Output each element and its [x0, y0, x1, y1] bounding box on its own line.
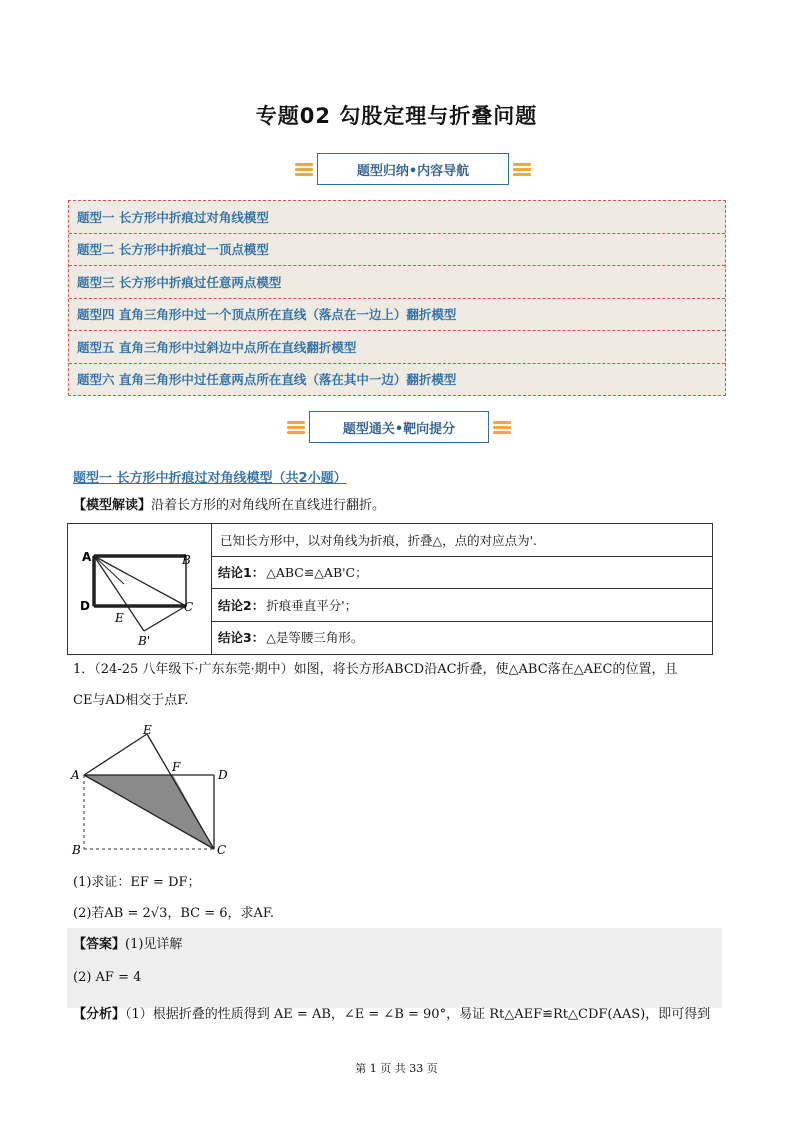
nav-item-2[interactable]: 题型二 长方形中折痕过一顶点模型	[69, 234, 725, 267]
answer-label: 【答案】	[73, 937, 126, 952]
label-E: E	[143, 723, 152, 737]
problem-line-1: 1．（24-25 八年级下·广东东莞·期中）如图，将长方形ABCD沿AC折叠，使△ABC落在△AEC的位置，且	[73, 662, 678, 677]
label-D: D	[80, 599, 90, 613]
question-1: (1)求证：EF = DF；	[73, 875, 201, 890]
answer-2: (2) AF = 4	[73, 970, 142, 985]
nav-item-4[interactable]: 题型四 直角三角形中过一个顶点所在直线（落点在一边上）翻折模型	[69, 299, 725, 332]
label-F: F	[172, 760, 181, 774]
model-table	[67, 523, 713, 655]
nav-banner-group	[295, 153, 531, 185]
practice-banner-group	[287, 411, 511, 443]
nav-item-5[interactable]: 题型五 直角三角形中过斜边中点所在直线翻折模型	[69, 331, 725, 364]
page-title: 专题02 勾股定理与折叠问题	[255, 104, 538, 128]
section-heading[interactable]: 题型一 长方形中折痕过对角线模型（共2小题）	[73, 471, 347, 486]
label-E: E	[115, 611, 124, 625]
analysis	[73, 1006, 723, 1024]
model-label: 【模型解读】	[73, 498, 152, 513]
model-figure	[68, 524, 212, 654]
label-B: B	[182, 553, 191, 567]
label-C: C	[217, 843, 227, 857]
question-2: (2)若AB = 2√3，BC = 6，求AF.	[73, 906, 275, 921]
label-D: D	[218, 768, 228, 782]
nav-banner: 题型归纳•内容导航	[317, 153, 509, 185]
practice-banner: 题型通关•靶向提分	[309, 411, 489, 443]
answer-line-1	[73, 936, 182, 954]
model-intro	[73, 497, 385, 515]
bars-icon	[295, 163, 313, 175]
model-row-conclusion-3: 结论3： △是等腰三角形。	[218, 630, 364, 646]
problem-figure	[64, 720, 239, 860]
problem-line-2: CE与AD相交于点F.	[73, 693, 189, 708]
model-conclusions	[212, 524, 712, 654]
analysis-text: （1）根据折叠的性质得到 AE = AB，∠E = ∠B = 90°，易证 Rt△AEF≌Rt△CDF(AAS)，即可得到	[125, 1007, 711, 1022]
page-footer: 第 1 页 共 33 页	[355, 1062, 438, 1075]
model-text: 沿着长方形的对角线所在直线进行翻折。	[151, 498, 386, 513]
answer-1: (1)见详解	[125, 937, 183, 952]
bars-icon	[493, 421, 511, 433]
model-row-conclusion-2: 结论2： 折痕垂直平分'；	[212, 589, 712, 622]
fold-diagram	[68, 524, 211, 654]
model-row-given: 已知长方形中，以对角线为折痕，折叠△，点的对应点为'.	[212, 524, 712, 557]
label-A: A	[82, 550, 92, 564]
analysis-label: 【分析】	[73, 1007, 126, 1022]
content-navigation	[68, 200, 726, 396]
label-B-prime: B'	[138, 634, 151, 648]
bars-icon	[513, 163, 531, 175]
nav-item-1[interactable]: 题型一 长方形中折痕过对角线模型	[69, 201, 725, 234]
nav-item-3[interactable]: 题型三 长方形中折痕过任意两点模型	[69, 266, 725, 299]
label-A: A	[71, 768, 80, 782]
label-B: B	[72, 843, 81, 857]
model-row-conclusion-1: 结论1： △ABC≌△AB'C；	[212, 557, 712, 590]
bars-icon	[287, 421, 305, 433]
answer-box	[67, 928, 722, 1008]
label-C: C	[184, 600, 194, 614]
nav-item-6[interactable]: 题型六 直角三角形中过任意两点所在直线（落在其中一边）翻折模型	[77, 372, 457, 388]
